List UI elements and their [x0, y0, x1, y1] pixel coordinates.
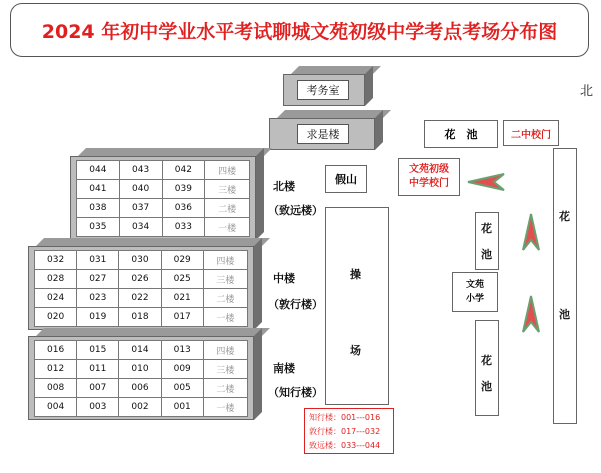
floor-cell: 二楼	[205, 199, 250, 218]
playground	[325, 207, 389, 405]
room-cell: 022	[119, 289, 161, 308]
page-title: 2024 年初中学业水平考试聊城文苑初级中学考点考场分布图	[41, 20, 558, 43]
rockery-label: 假山	[335, 173, 357, 186]
room-cell: 025	[161, 270, 203, 289]
south-building-alias: （知行楼）	[268, 386, 323, 399]
wenyuan-primary-label-1: 文苑	[465, 280, 484, 290]
floor-cell: 三楼	[203, 360, 247, 379]
room-cell: 031	[77, 251, 119, 270]
table-row	[35, 341, 248, 360]
room-cell: 030	[119, 251, 161, 270]
room-cell: 002	[119, 398, 161, 417]
floor-cell: 二楼	[203, 289, 247, 308]
flower-bed-low-label-2: 池	[481, 380, 492, 393]
south-building-name: 南楼	[273, 362, 295, 375]
flower-bed-low	[475, 320, 499, 416]
legend-item: 知行楼：001---016	[309, 413, 381, 422]
middle-building-table	[34, 250, 248, 327]
up-arrow-icon	[521, 294, 541, 334]
flower-bed-top-label: 花 池	[444, 128, 478, 141]
legend-item: 敦行楼：017---032	[309, 427, 381, 436]
room-cell: 011	[77, 360, 119, 379]
room-cell: 033	[162, 218, 205, 237]
room-cell: 035	[77, 218, 120, 237]
kaowushi-label: 考务室	[297, 80, 349, 100]
erzhong-gate-label: 二中校门	[511, 129, 551, 141]
room-cell: 005	[161, 379, 203, 398]
room-cell: 034	[119, 218, 162, 237]
table-row	[77, 161, 250, 180]
wenyuan-primary-label-2: 小学	[465, 294, 484, 304]
room-cell: 013	[161, 341, 203, 360]
floor-cell: 三楼	[205, 180, 250, 199]
room-cell: 032	[35, 251, 77, 270]
table-row	[35, 289, 248, 308]
rockery	[325, 165, 367, 193]
legend-item: 致远楼：033---044	[309, 441, 381, 450]
title-banner	[10, 3, 589, 57]
north-indicator: 北	[580, 84, 594, 99]
room-cell: 040	[119, 180, 162, 199]
floor-cell: 一楼	[203, 308, 247, 327]
left-arrow-icon	[466, 172, 506, 192]
room-cell: 009	[161, 360, 203, 379]
floor-cell: 四楼	[203, 251, 247, 270]
wenyuan-gate-label-2: 中学校门	[409, 178, 449, 189]
wenyuan-gate-label-1: 文苑初级	[409, 164, 449, 175]
table-row	[35, 398, 248, 417]
floor-cell: 三楼	[203, 270, 247, 289]
flower-bed-mid-label-2: 池	[481, 248, 492, 261]
room-cell: 007	[77, 379, 119, 398]
table-row	[77, 218, 250, 237]
room-cell: 008	[35, 379, 77, 398]
room-cell: 026	[119, 270, 161, 289]
room-cell: 019	[77, 308, 119, 327]
room-cell: 021	[161, 289, 203, 308]
floor-cell: 一楼	[203, 398, 247, 417]
north-building-table	[76, 160, 250, 237]
room-cell: 036	[162, 199, 205, 218]
playground-label-1: 操	[350, 268, 361, 281]
south-building-table	[34, 340, 248, 417]
room-cell: 012	[35, 360, 77, 379]
room-cell: 015	[77, 341, 119, 360]
middle-building-alias: （敦行楼）	[268, 298, 323, 311]
table-row	[77, 199, 250, 218]
room-cell: 043	[119, 161, 162, 180]
room-cell: 003	[77, 398, 119, 417]
room-cell: 029	[161, 251, 203, 270]
wenyuan-gate	[398, 158, 460, 196]
table-row	[35, 270, 248, 289]
table-row	[77, 180, 250, 199]
table-row	[35, 308, 248, 327]
flower-bed-mid-label-1: 花	[481, 222, 492, 235]
room-cell: 023	[77, 289, 119, 308]
north-building-alias: （致远楼）	[268, 204, 323, 217]
north-building-name: 北楼	[273, 180, 295, 193]
table-row	[35, 360, 248, 379]
room-cell: 018	[119, 308, 161, 327]
flower-bed-low-label-1: 花	[481, 354, 492, 367]
floor-cell: 四楼	[205, 161, 250, 180]
up-arrow-icon	[521, 212, 541, 252]
room-cell: 038	[77, 199, 120, 218]
room-cell: 024	[35, 289, 77, 308]
erzhong-gate	[503, 120, 559, 146]
room-cell: 028	[35, 270, 77, 289]
floor-cell: 二楼	[203, 379, 247, 398]
room-legend	[304, 408, 394, 454]
room-cell: 044	[77, 161, 120, 180]
floor-cell: 四楼	[203, 341, 247, 360]
flower-bed-right-label-2: 池	[559, 308, 570, 321]
room-cell: 020	[35, 308, 77, 327]
middle-building-name: 中楼	[273, 272, 295, 285]
room-cell: 017	[161, 308, 203, 327]
room-cell: 027	[77, 270, 119, 289]
room-cell: 014	[119, 341, 161, 360]
wenyuan-primary-school	[452, 272, 498, 312]
flower-bed-right-label-1: 花	[559, 210, 570, 223]
playground-label-2: 场	[350, 344, 361, 357]
room-cell: 006	[119, 379, 161, 398]
flower-bed-top	[424, 120, 498, 148]
qiushilou-label: 求是楼	[297, 124, 349, 144]
table-row	[35, 251, 248, 270]
room-cell: 041	[77, 180, 120, 199]
room-cell: 004	[35, 398, 77, 417]
flower-bed-right	[553, 148, 577, 424]
room-cell: 039	[162, 180, 205, 199]
room-cell: 016	[35, 341, 77, 360]
room-cell: 001	[161, 398, 203, 417]
room-cell: 042	[162, 161, 205, 180]
floor-cell: 一楼	[205, 218, 250, 237]
room-cell: 010	[119, 360, 161, 379]
table-row	[35, 379, 248, 398]
room-cell: 037	[119, 199, 162, 218]
